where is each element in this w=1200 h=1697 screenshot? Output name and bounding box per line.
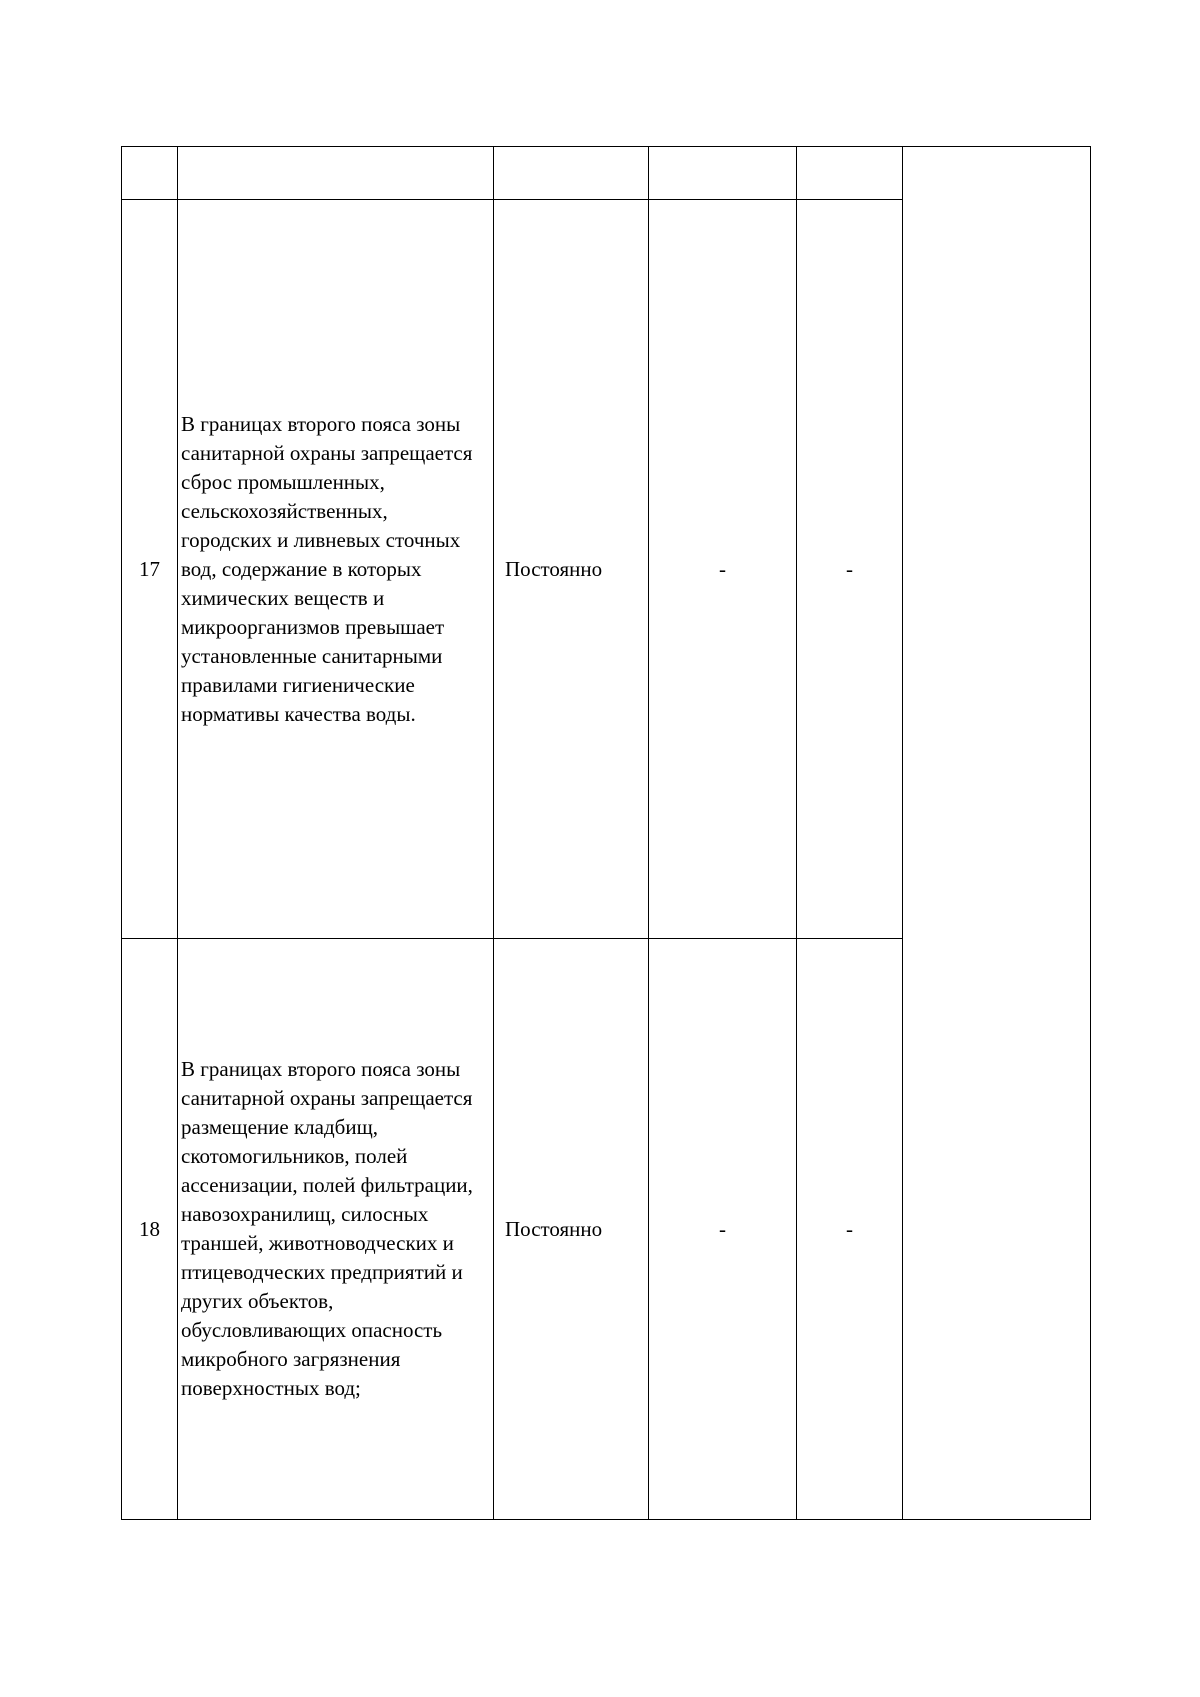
row-number: 18: [122, 939, 178, 1520]
header-cell-col5: [797, 147, 903, 200]
row-description: В границах второго пояса зоны санитарной охраны запрещается сброс промышленных, сельскохозяйственных, городских и ливневых сточных вод, содержание в которых химических веществ и микроорганизмов превышает установленные санитарными правилами гигиенические нормативы качества воды.: [178, 200, 494, 939]
row-col4: -: [649, 200, 797, 939]
row-number: 17: [122, 200, 178, 939]
header-cell-col4: [649, 147, 797, 200]
merged-right-cell: [903, 147, 1091, 1520]
table-header-row: [122, 147, 1091, 200]
measures-table: [121, 146, 1091, 1520]
row-col5: -: [797, 200, 903, 939]
header-cell-description: [178, 147, 494, 200]
header-cell-term: [494, 147, 649, 200]
row-term: Постоянно: [494, 939, 649, 1520]
row-col4: -: [649, 939, 797, 1520]
row-description: В границах второго пояса зоны санитарной охраны запрещается размещение кладбищ, скотомогильников, полей ассенизации, полей фильтрации, навозохранилищ, силосных траншей, животноводческих и птицеводческих предприятий и других объектов, обусловливающих опасность микробного загрязнения поверхностных вод;: [178, 939, 494, 1520]
header-cell-number: [122, 147, 178, 200]
row-term: Постоянно: [494, 200, 649, 939]
row-col5: -: [797, 939, 903, 1520]
